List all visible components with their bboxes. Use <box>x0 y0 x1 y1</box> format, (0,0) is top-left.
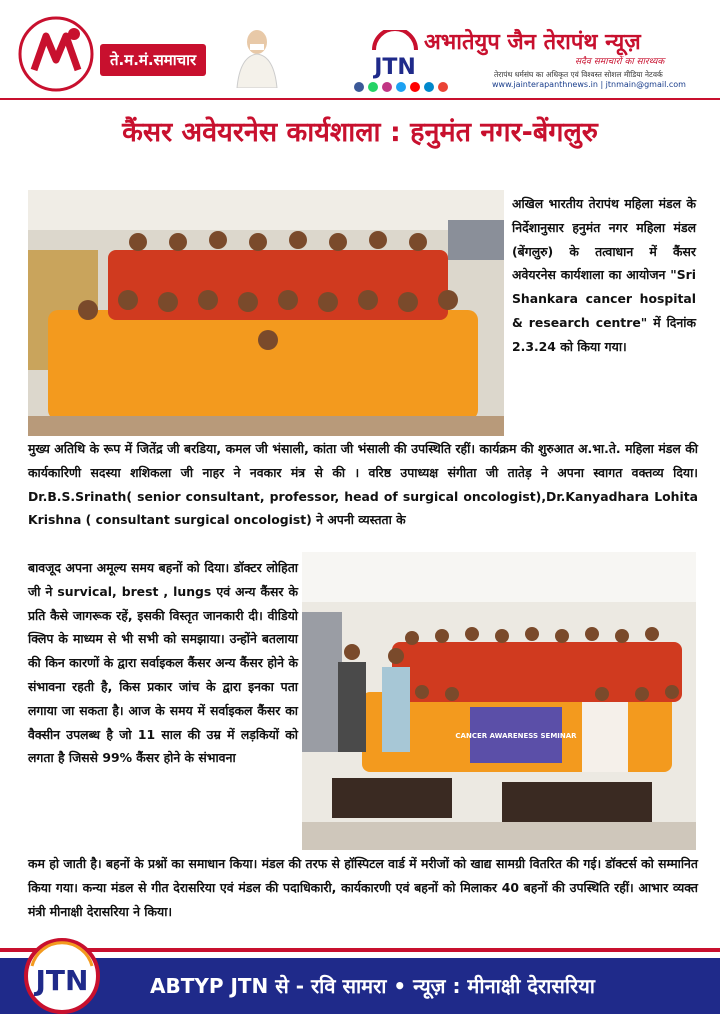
brand-url[interactable]: www.jainterapanthnews.in | jtnmain@gmail.com <box>492 80 686 89</box>
youtube-icon[interactable] <box>410 82 420 92</box>
brand-title: अभातेयुप जैन तेरापंथ न्यूज़ <box>424 30 641 55</box>
whatsapp-icon[interactable] <box>368 82 378 92</box>
masthead <box>0 0 720 100</box>
facebook-icon[interactable] <box>354 82 364 92</box>
tmm-logo-icon <box>16 14 96 94</box>
jtn-footer-logo-text: JTN <box>35 964 89 997</box>
group-photo-seated <box>28 190 504 436</box>
instagram-icon[interactable] <box>382 82 392 92</box>
footer-credit: ABTYP JTN से - रवि सामरा • न्यूज़ : मीनाक्षी देरासरिया <box>150 974 595 998</box>
article-para-full-1: मुख्य अतिथि के रूप में जितेंद्र जी बरडिया, कमल जी भंसाली, कांता जी भंसाली की उपस्थिति रहीं। कार्यक्रम की शुरुआत अ.भा.ते. महिला मंडल की कार्यकारिणी सदस्या शशिकला जी नाहर ने नवकार मंत्र से की । वरिष्ठ उपाध्यक्ष संगीता जी तातेड़ ने अपना स्वागत वक्तव्य दिया।Dr.B.S.Srinath( senior consultant, professor, head of surgical oncologist),Dr.Kanyadhara Lohita Krishna ( consultant surgical oncologist) ने अपनी व्यस्तता के <box>28 441 698 528</box>
telegram-icon[interactable] <box>424 82 434 92</box>
article-para-right: अखिल भारतीय तेरापंथ महिला मंडल के निर्देशानुसार हनुमंत नगर महिला मंडल (बेंगलुरु) के तत्वाधान में कैंसर अवेयरनेस कार्यशाला का आयोजन "Sri Shankara cancer hospital & research centre" में दिनांक 2.3.24 को किया गया। <box>512 196 696 354</box>
jtn-logo-icon <box>368 30 422 82</box>
jtn-footer-logo-icon <box>14 932 110 1014</box>
article-headline: कैंसर अवेयरनेस कार्यशाला : हनुमंत नगर-बेंगलुरु <box>122 117 598 148</box>
seminar-banner-text: CANCER AWARENESS SEMINAR <box>455 732 577 740</box>
brand-tagline: सदैव समाचारों का सारथ्यक <box>575 57 665 67</box>
brand-description: तेरापंथ धर्मसंघ का अधिकृत एवं विश्वस्त सोशल मीडिया नेटवर्क <box>494 70 663 79</box>
social-icons <box>354 82 448 92</box>
acharya-portrait-icon <box>232 26 282 88</box>
tmm-news-badge: ते.म.मं.समाचार <box>100 44 206 76</box>
google-icon[interactable] <box>438 82 448 92</box>
jtn-logo-text: JTN <box>374 55 416 80</box>
article-para-full-2: कम हो जाती है। बहनों के प्रश्नों का समाधान किया। मंडल की तरफ से हॉस्पिटल वार्ड में मरीजों को खाद्य सामग्री वितरित की गई। डॉक्टर्स को सम्मानित किया गया। कन्या मंडल से गीत देरासरिया एवं मंडल की पदाधिकारी, कार्यकारणी एवं बहनों को मिलाकर 40 बहनों की उपस्थिति रहीं। आभार व्यक्त मंत्री मीनाक्षी देरासरिया ने किया। <box>28 856 699 919</box>
article-para-left: बावजूद अपना अमूल्य समय बहनों को दिया। डॉक्टर लोहिता जी ने survical, brest , lungs एवं अन्य कैंसर के प्रति कैसे जागरूक रहें, इसकी विस्तृत जानकारी दी। वीडियो क्लिप के माध्यम से भी सभी को समझाया। उन्होंने बतलाया की किन कारणों के द्वारा सर्वाइकल कैंसर अन्य कैंसर होने के संभावना रहती है, किस प्रकार जांच के द्वारा इनका पता लगाया जा सकता है। आज के समय में सर्वाइकल कैंसर का वैक्सीन उपलब्ध है जो 11 साल की उम्र में लड़कियों को लगता है जिससे 99% कैंसर होने के संभावना <box>28 560 298 766</box>
group-photo-standing <box>302 552 696 850</box>
twitter-icon[interactable] <box>396 82 406 92</box>
